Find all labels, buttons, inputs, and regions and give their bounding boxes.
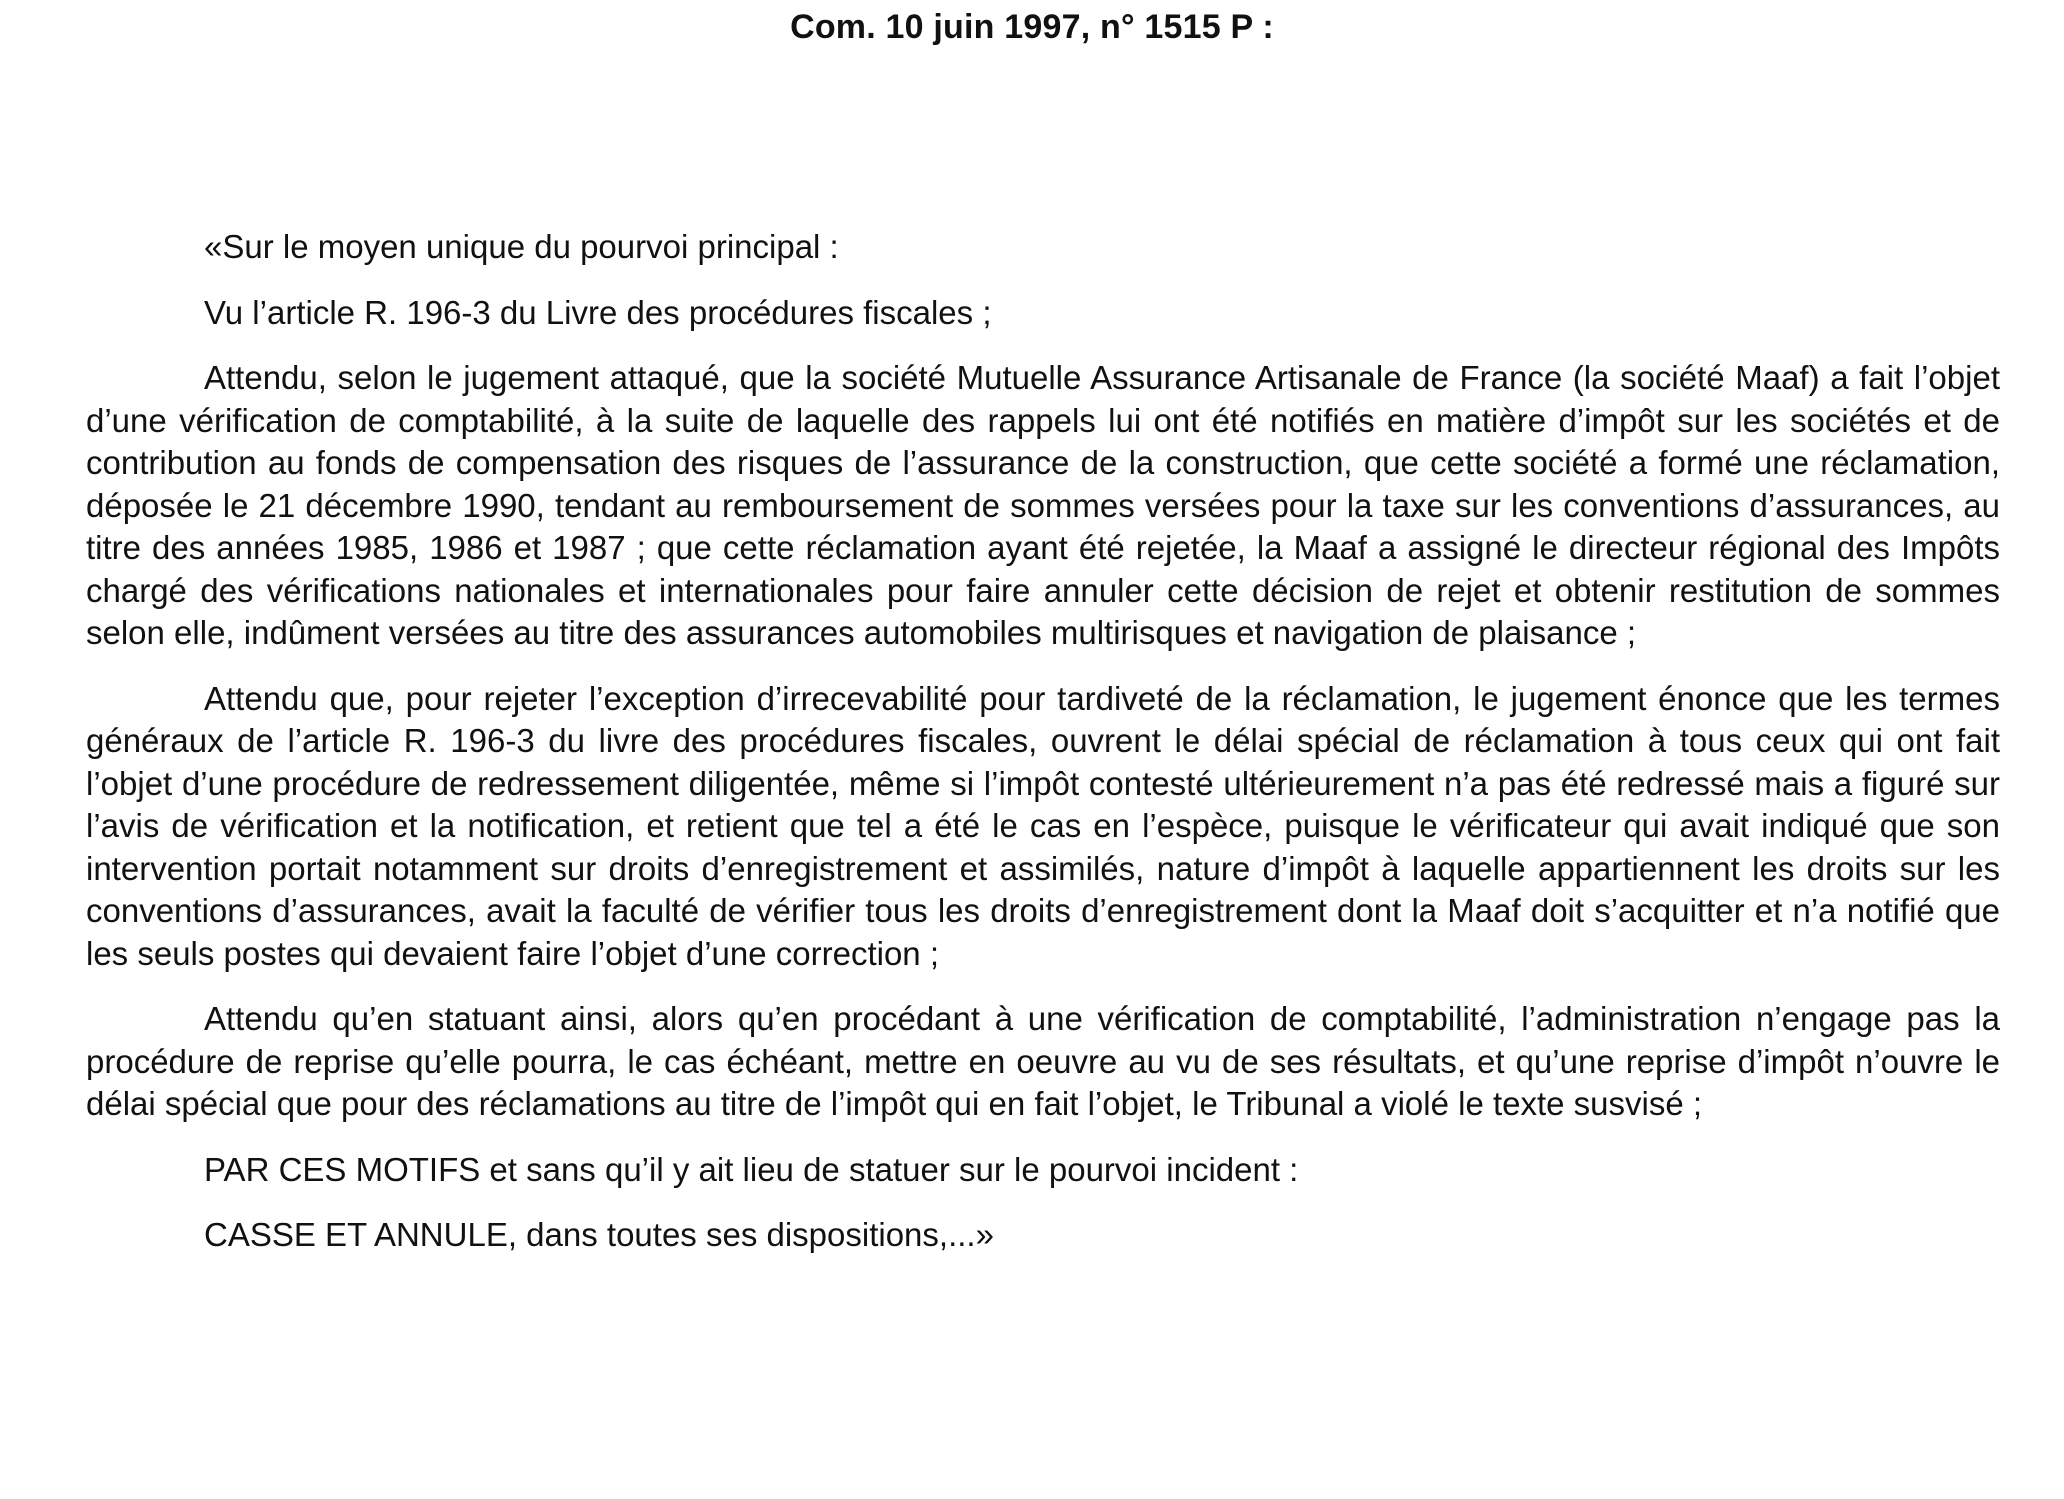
paragraph-attendu-1: Attendu, selon le jugement attaqué, que la société Mutuelle Assurance Artisanale de France (la société Maaf) a fait l’objet d’une vérification de comptabilité, à la suite de laquelle des rappels lui ont été notifiés en matière d’impôt sur les sociétés et de contribution au fonds de compensation des risques de l’assurance de la construction, que cette société a formé une réclamation, déposée le 21 décembre 1990, tendant au remboursement de sommes versées pour la taxe sur les conventions d’assurances, au titre des années 1985, 1986 et 1987 ; que cette réclamation ayant été rejetée, la Maaf a assigné le directeur régional des Impôts chargé des vérifications nationales et internationales pour faire annuler cette décision de rejet et obtenir restitution de sommes selon elle, indûment versées au titre des assurances automobiles multirisques et navigation de plaisance ; (86, 359, 2000, 651)
paragraph-moyen: «Sur le moyen unique du pourvoi principal : (204, 228, 839, 265)
document-body (86, 226, 2000, 1280)
paragraph-attendu-2: Attendu que, pour rejeter l’exception d’irrecevabilité pour tardiveté de la réclamation, le jugement énonce que les termes généraux de l’article R. 196-3 du livre des procédures fiscales, ouvrent le délai spécial de réclamation à tous ceux qui ont fait l’objet d’une procédure de redressement diligentée, même si l’impôt contesté ultérieurement n’a pas été redressé mais a figuré sur l’avis de vérification et la notification, et retient que tel a été le cas en l’espèce, puisque le vérificateur qui avait indiqué que son intervention portait notamment sur droits d’enregistrement et assimilés, nature d’impôt à laquelle appartiennent les droits sur les conventions d’assurances, avait la faculté de vérifier tous les droits d’enregistrement dont la Maaf doit s’acquitter et n’a notifié que les seuls postes qui devaient faire l’objet d’une correction ; (86, 679, 2000, 972)
paragraph-casse: CASSE ET ANNULE, dans toutes ses dispositions,...» (204, 1216, 994, 1253)
document-title: Com. 10 juin 1997, n° 1515 P : (790, 8, 1274, 46)
paragraph-motifs: PAR CES MOTIFS et sans qu’il y ait lieu de statuer sur le pourvoi incident : (204, 1150, 1299, 1188)
paragraph-vu-article: Vu l’article R. 196-3 du Livre des procédures fiscales ; (204, 293, 992, 331)
paragraph-attendu-3: Attendu qu’en statuant ainsi, alors qu’en procédant à une vérification de comptabilité, l’administration n’engage pas la procédure de reprise qu’elle pourra, le cas échéant, mettre en oeuvre au vu de ses résultats, et qu’une reprise d’impôt n’ouvre le délai spécial que pour des réclamations au titre de l’impôt qui en fait l’objet, le Tribunal a violé le texte susvisé ; (86, 1000, 2000, 1122)
